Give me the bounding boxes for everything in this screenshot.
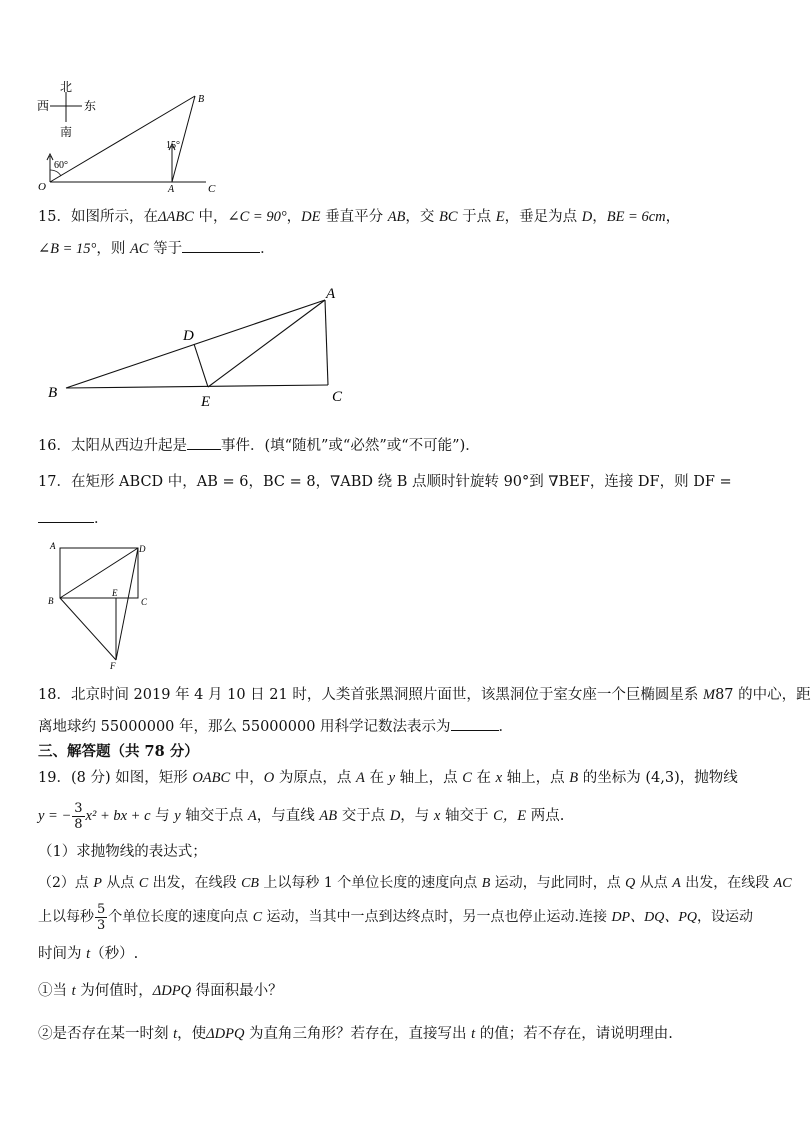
q19-sub1: （1）求抛物线的表达式； xyxy=(38,844,207,860)
label-60deg: 60° xyxy=(54,160,68,171)
fig17-label-e: E xyxy=(112,588,118,598)
frac-5-3: $\frac{5}{3}$ xyxy=(97,901,106,933)
label-a: A xyxy=(168,184,175,195)
q15-answer-blank[interactable] xyxy=(182,238,260,253)
fig17-label-b: B xyxy=(48,596,54,606)
fig15-label-a: A xyxy=(326,286,336,302)
compass-north: 北 xyxy=(60,80,73,94)
q18-line2: 离地球约 55000000 年，那么 55000000 用科学记数法表示为 ． xyxy=(38,716,513,737)
label-o: O xyxy=(38,181,46,193)
fig15-label-c: C xyxy=(332,389,343,405)
q16-answer-blank[interactable] xyxy=(187,435,221,450)
seg-bf xyxy=(60,598,116,660)
fig15-label-b: B xyxy=(48,385,58,401)
label-15deg: 15° xyxy=(166,140,180,151)
label-c: C xyxy=(208,183,216,195)
q19-item2: ②是否存在某一时刻 t，使ΔDPQ 为直角三角形？若存在，直接写出 t 的值；若不存在，请说明理由. xyxy=(38,1026,673,1042)
q19-item1: ①当 t 为何值时，ΔDPQ 得面积最小？ xyxy=(38,983,283,999)
compass-south: 南 xyxy=(60,125,73,139)
compass xyxy=(37,80,96,139)
line-ab xyxy=(172,96,195,182)
seg-ba xyxy=(66,300,325,388)
q18-answer-blank[interactable] xyxy=(451,716,499,731)
q17-answer-blank[interactable] xyxy=(38,508,94,523)
q18-line1: 18．北京时间 2019 年 4 月 10 日 21 时，人类首张黑洞照片面世，该黑洞位于室女座一个巨椭圆星系 M87 的中心，距 xyxy=(38,687,811,703)
fig17-label-c: C xyxy=(141,597,148,607)
q19-line1: 19．(8 分) 如图，矩形 OABC 中，O 为原点，点 A 在 y 轴上，点 C 在 x 轴上，点 B 的坐标为 (4,3)，抛物线 xyxy=(38,770,738,786)
fig17-label-d: D xyxy=(139,544,146,554)
figure-14 xyxy=(30,78,230,196)
seg-bd xyxy=(60,548,138,598)
section-3-title: 三、解答题（共 78 分） xyxy=(38,743,199,760)
label-b: B xyxy=(198,94,205,105)
q15-line2: ∠B = 15°，则 AC 等于 ． xyxy=(38,238,275,259)
seg-df xyxy=(116,548,138,660)
q19-sub2-line3: 时间为 t（秒）. xyxy=(38,946,139,962)
q19-line2: y = − $\frac{3}{8}$ x² + bx + c 与 y 轴交于点 A，与直线 AB 交于点 D，与 x 轴交于 C，E 两点. xyxy=(38,800,565,832)
seg-de xyxy=(194,344,208,387)
q16: 16．太阳从西边升起是 事件．(填“随机”或“必然”或“不可能”)． xyxy=(38,435,480,456)
fig15-label-e: E xyxy=(201,394,211,410)
frac-3-8: $\frac{3}{8}$ xyxy=(74,800,83,832)
figure-17 xyxy=(44,538,164,672)
q17-line1: 17．在矩形 ABCD 中，AB = 6，BC = 8，∇ABD 绕 B 点顺时针旋转 90°到 ∇BEF，连接 DF，则 DF = xyxy=(38,474,732,490)
seg-ac xyxy=(325,300,328,385)
line-ob xyxy=(50,96,195,182)
q17-line2: ． xyxy=(38,508,109,529)
compass-east: 东 xyxy=(84,99,97,113)
q19-sub2-line1: （2）点 P 从点 C 出发，在线段 CB 上以每秒 1 个单位长度的速度向点 B 运动，与此同时，点 Q 从点 A 出发，在线段 AC xyxy=(38,875,792,891)
fig15-label-d: D xyxy=(183,328,194,344)
fig17-label-f: F xyxy=(110,661,116,671)
seg-ea xyxy=(208,300,325,387)
seg-bc xyxy=(66,385,328,388)
compass-west: 西 xyxy=(37,99,50,113)
fig17-label-a: A xyxy=(50,541,56,551)
q15-line1: 15．如图所示，在ΔABC 中，∠C = 90°，DE 垂直平分 AB，交 BC 于点 E，垂足为点 D，BE = 6cm， xyxy=(38,209,681,225)
q19-sub2-line2: 上以每秒 $\frac{5}{3}$ 个单位长度的速度向点 C 运动，当其中一点到达终点时，另一点也停止运动.连接 DP、DQ、PQ，设运动 xyxy=(38,901,753,933)
figure-15 xyxy=(40,282,360,412)
